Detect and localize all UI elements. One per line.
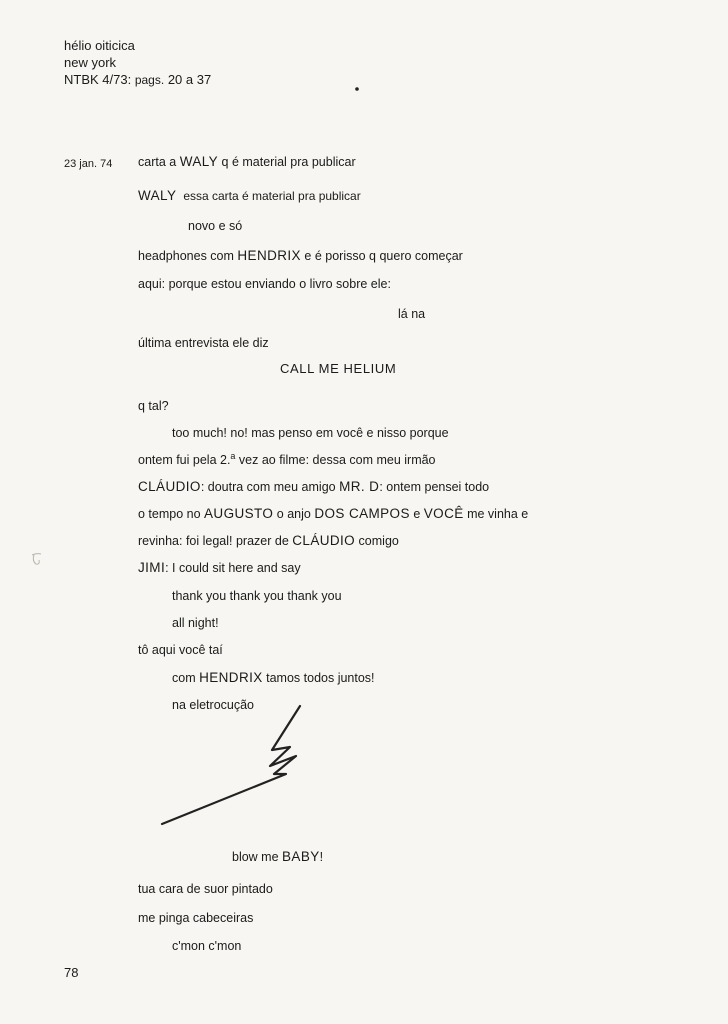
body-line [138, 533, 399, 549]
body-line [138, 248, 463, 264]
header-notebook [64, 72, 211, 88]
text-run: : I could sit here and say [165, 561, 301, 575]
body-line: me pinga cabeceiras [138, 911, 254, 925]
text-run: essa carta é material pra publicar [183, 189, 361, 203]
body-line: q tal? [138, 399, 169, 413]
text-run: headphones com [138, 249, 238, 263]
text-run: : ontem pensei todo [379, 480, 490, 494]
paper-blemish-mark [28, 550, 48, 570]
text-run: revinha: foi legal! prazer de [138, 534, 293, 548]
body-line [138, 560, 301, 576]
name-baby: BABY [282, 849, 320, 864]
text-run: me vinha e [463, 507, 529, 521]
header-city: new york [64, 55, 117, 70]
body-line [172, 670, 375, 686]
text-run: carta a [138, 155, 180, 169]
body-line: aqui: porque estou enviando o livro sobre ele: [138, 277, 391, 291]
body-line [138, 452, 436, 469]
header-author: hélio oiticica [64, 38, 135, 53]
body-line [138, 479, 489, 495]
text-run: blow me [232, 850, 283, 864]
ink-dot-mark [354, 86, 360, 92]
name-hendrix: HENDRIX [237, 248, 301, 263]
name-augusto: AUGUSTO [204, 506, 274, 521]
header-notebook-ref: NTBK 4/73: [64, 72, 132, 87]
body-line: lá na [398, 307, 426, 321]
name-dos-campos: DOS CAMPOS [314, 506, 410, 521]
text-run: e é porisso q quero começar [300, 249, 463, 263]
text-run: tamos todos juntos! [262, 671, 375, 685]
body-line: tô aqui você taí [138, 643, 223, 657]
text-run: q é material pra publicar [218, 155, 356, 169]
name-hendrix: HENDRIX [199, 670, 263, 685]
lightning-bolt-drawing [150, 700, 320, 835]
name-waly: WALY [138, 188, 177, 203]
text-run: o tempo no [138, 507, 205, 521]
text-run: comigo [355, 534, 399, 548]
body-line: tua cara de suor pintado [138, 882, 273, 896]
body-line: thank you thank you thank you [172, 589, 342, 603]
text-run: ontem fui pela 2. [138, 453, 231, 467]
call-me-helium-heading: CALL ME HELIUM [280, 361, 397, 376]
body-line: c'mon c'mon [172, 939, 242, 953]
name-waly: WALY [179, 154, 219, 169]
text-run: vez ao filme: dessa com meu irmão [235, 453, 436, 467]
body-line [138, 154, 356, 170]
body-line [232, 849, 323, 865]
name-claudio: CLÁUDIO [292, 533, 356, 548]
body-line: na eletrocução [172, 698, 255, 712]
ordinal-superscript: a [230, 451, 236, 461]
name-jimi: JIMI [138, 560, 166, 575]
entry-date: 23 jan. 74 [64, 158, 113, 170]
text-run: com [172, 671, 200, 685]
text-run: o anjo [273, 507, 315, 521]
body-line [138, 188, 361, 204]
text-run: ! [319, 850, 324, 864]
body-line: all night! [172, 616, 219, 630]
header-pages-word: pags. [134, 73, 165, 87]
name-claudio: CLÁUDIO [138, 479, 201, 494]
text-run: : doutra com meu amigo [200, 480, 340, 494]
text-run: e [409, 507, 424, 521]
page-number: 78 [64, 965, 79, 980]
body-line: última entrevista ele diz [138, 336, 269, 350]
body-line [138, 506, 528, 522]
body-line: too much! no! mas penso em você e nisso porque [172, 426, 449, 440]
name-mr-d: MR. D [339, 479, 380, 494]
name-voce: VOCÊ [423, 506, 464, 521]
body-line: novo e só [188, 219, 243, 233]
header-pages-range: 20 a 37 [167, 72, 212, 87]
